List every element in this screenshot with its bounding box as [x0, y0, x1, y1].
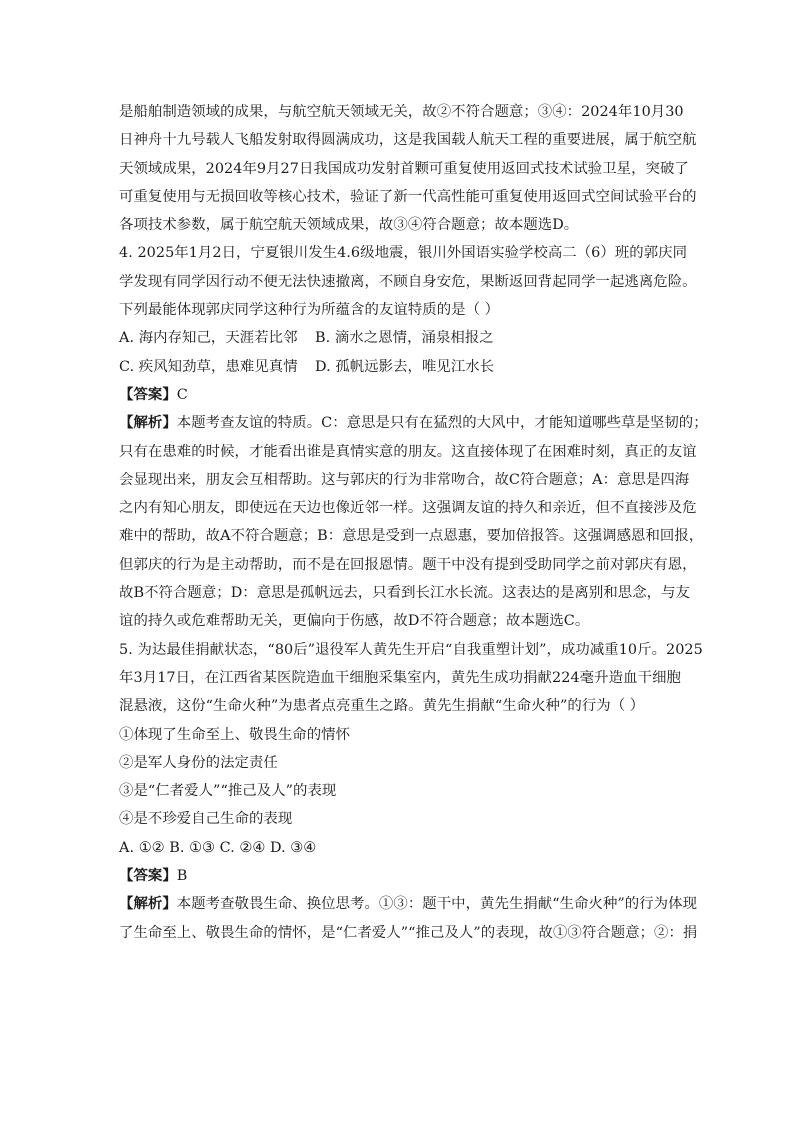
question-4-analysis: [119, 409, 708, 437]
text-line: 各项技术参数，属于航空航天领域成果，故③④符合题意；故本题选D。: [119, 217, 579, 234]
analysis-text-line: 会显现出来，朋友会互相帮助。这与郭庆的行为非常吻合，故C符合题意；A：意思是四海: [119, 471, 690, 488]
statement-3: ③是“仁者爱人”“推己及人”的表现: [119, 783, 337, 800]
option-b: B. 滴水之恩情，涌泉相报之: [315, 330, 494, 347]
question-5-analysis: [119, 890, 698, 918]
analysis-text-line: 之内有知心朋友，即使远在天边也像近邻一样。这强调友谊的持久和亲近，但不直接涉及危: [119, 500, 697, 517]
text-line: 日神舟十九号载人飞船发射取得圆满成功，这是我国载人航天工程的重要进展，属于航空航: [119, 132, 697, 149]
analysis-text-line: 但郭庆的行为是主动帮助，而不是在回报恩情。题干中没有提到受助同学之前对郭庆有恩，: [119, 556, 697, 573]
question-4-stem: 学发现有同学因行动不便无法快速撤离，不顾自身安危，果断返回背起同学一起逃离危险。: [119, 273, 697, 290]
analysis-text: 本题考查敬畏生命、换位思考。①③：题干中，黄先生捐献“生命火种”的行为体现: [176, 896, 698, 913]
analysis-label: 【解析】: [119, 895, 177, 913]
option-a: A. 海内存知己，天涯若比邻: [119, 330, 298, 347]
question-5-answer: [119, 862, 681, 890]
question-5-options: A. ①② B. ①③ C. ②④ D. ③④: [119, 839, 317, 856]
analysis-text-line: 只有在患难的时候，才能看出谁是真情实意的朋友。这直接体现了在困难时刻，真正的友谊: [119, 443, 697, 460]
text-line: 天领域成果，2024年9月27日我国成功发射首颗可重复使用返回式技术试验卫星，突破了: [119, 160, 689, 177]
question-5-stem: 5. 为达最佳捐献状态，“80后”退役军人黄先生开启“自我重塑计划”，成功减重10斤。2025: [119, 641, 703, 658]
question-4-options-row-2: [119, 353, 681, 381]
analysis-text-line: 谊的持久或危难帮助无关，更偏向于伤感，故D不符合题意；故本题选C。: [119, 613, 590, 630]
answer-value: B: [176, 868, 188, 885]
answer-label: 【答案】: [119, 867, 177, 885]
analysis-text-line: 故B不符合题意；D：意思是孤帆远去，只看到长江水长流。这表达的是离别和思念，与友: [119, 585, 690, 602]
question-4-options-row-1: [119, 324, 681, 352]
page-content: [119, 98, 708, 947]
statement-1: ①体现了生命至上、敬畏生命的情怀: [119, 726, 351, 743]
question-4-answer: [119, 381, 681, 409]
statement-2: ②是军人身份的法定责任: [119, 754, 278, 771]
option-c: C. 疾风知劲草，患难见真情: [119, 358, 298, 375]
analysis-text-line: 难中的帮助，故A不符合题意；B：意思是受到一点恩惠，要加倍报答。这强调感恩和回报，: [119, 528, 704, 545]
statement-4: ④是不珍爱自己生命的表现: [119, 811, 293, 828]
text-line: 可重复使用与无损回收等核心技术，验证了新一代高性能可重复使用返回式空间试验平台的: [119, 188, 697, 205]
answer-label: 【答案】: [119, 385, 177, 403]
question-4-stem: 下列最能体现郭庆同学这种行为所蕴含的友谊特质的是（ ）: [119, 302, 500, 319]
analysis-label: 【解析】: [119, 414, 177, 432]
analysis-text-line: 了生命至上、敬畏生命的情怀，是“仁者爱人”“推己及人”的表现，故①③符合题意；②：捐: [119, 924, 698, 941]
analysis-text: 本题考查友谊的特质。C：意思是只有在猛烈的大风中，才能知道哪些草是坚韧的；: [176, 415, 708, 432]
text-line: 是船舶制造领域的成果，与航空航天领域无关，故②不符合题意；③④：2024年10月30: [119, 104, 684, 120]
question-5-stem: 年3月17日，在江西省某医院造血干细胞采集室内，黄先生成功捐献224毫升造血干细胞: [119, 669, 681, 686]
option-d: D. 孤帆远影去，唯见江水长: [315, 358, 495, 375]
question-4-stem: 4. 2025年1月2日，宁夏银川发生4.6级地震，银川外国语实验学校高二（6）班的郭庆同: [119, 245, 688, 262]
question-5-stem: 混悬液，这份“生命火种”为患者点亮重生之路。黄先生捐献“生命火种”的行为（ ）: [119, 698, 645, 715]
answer-value: C: [176, 386, 188, 403]
